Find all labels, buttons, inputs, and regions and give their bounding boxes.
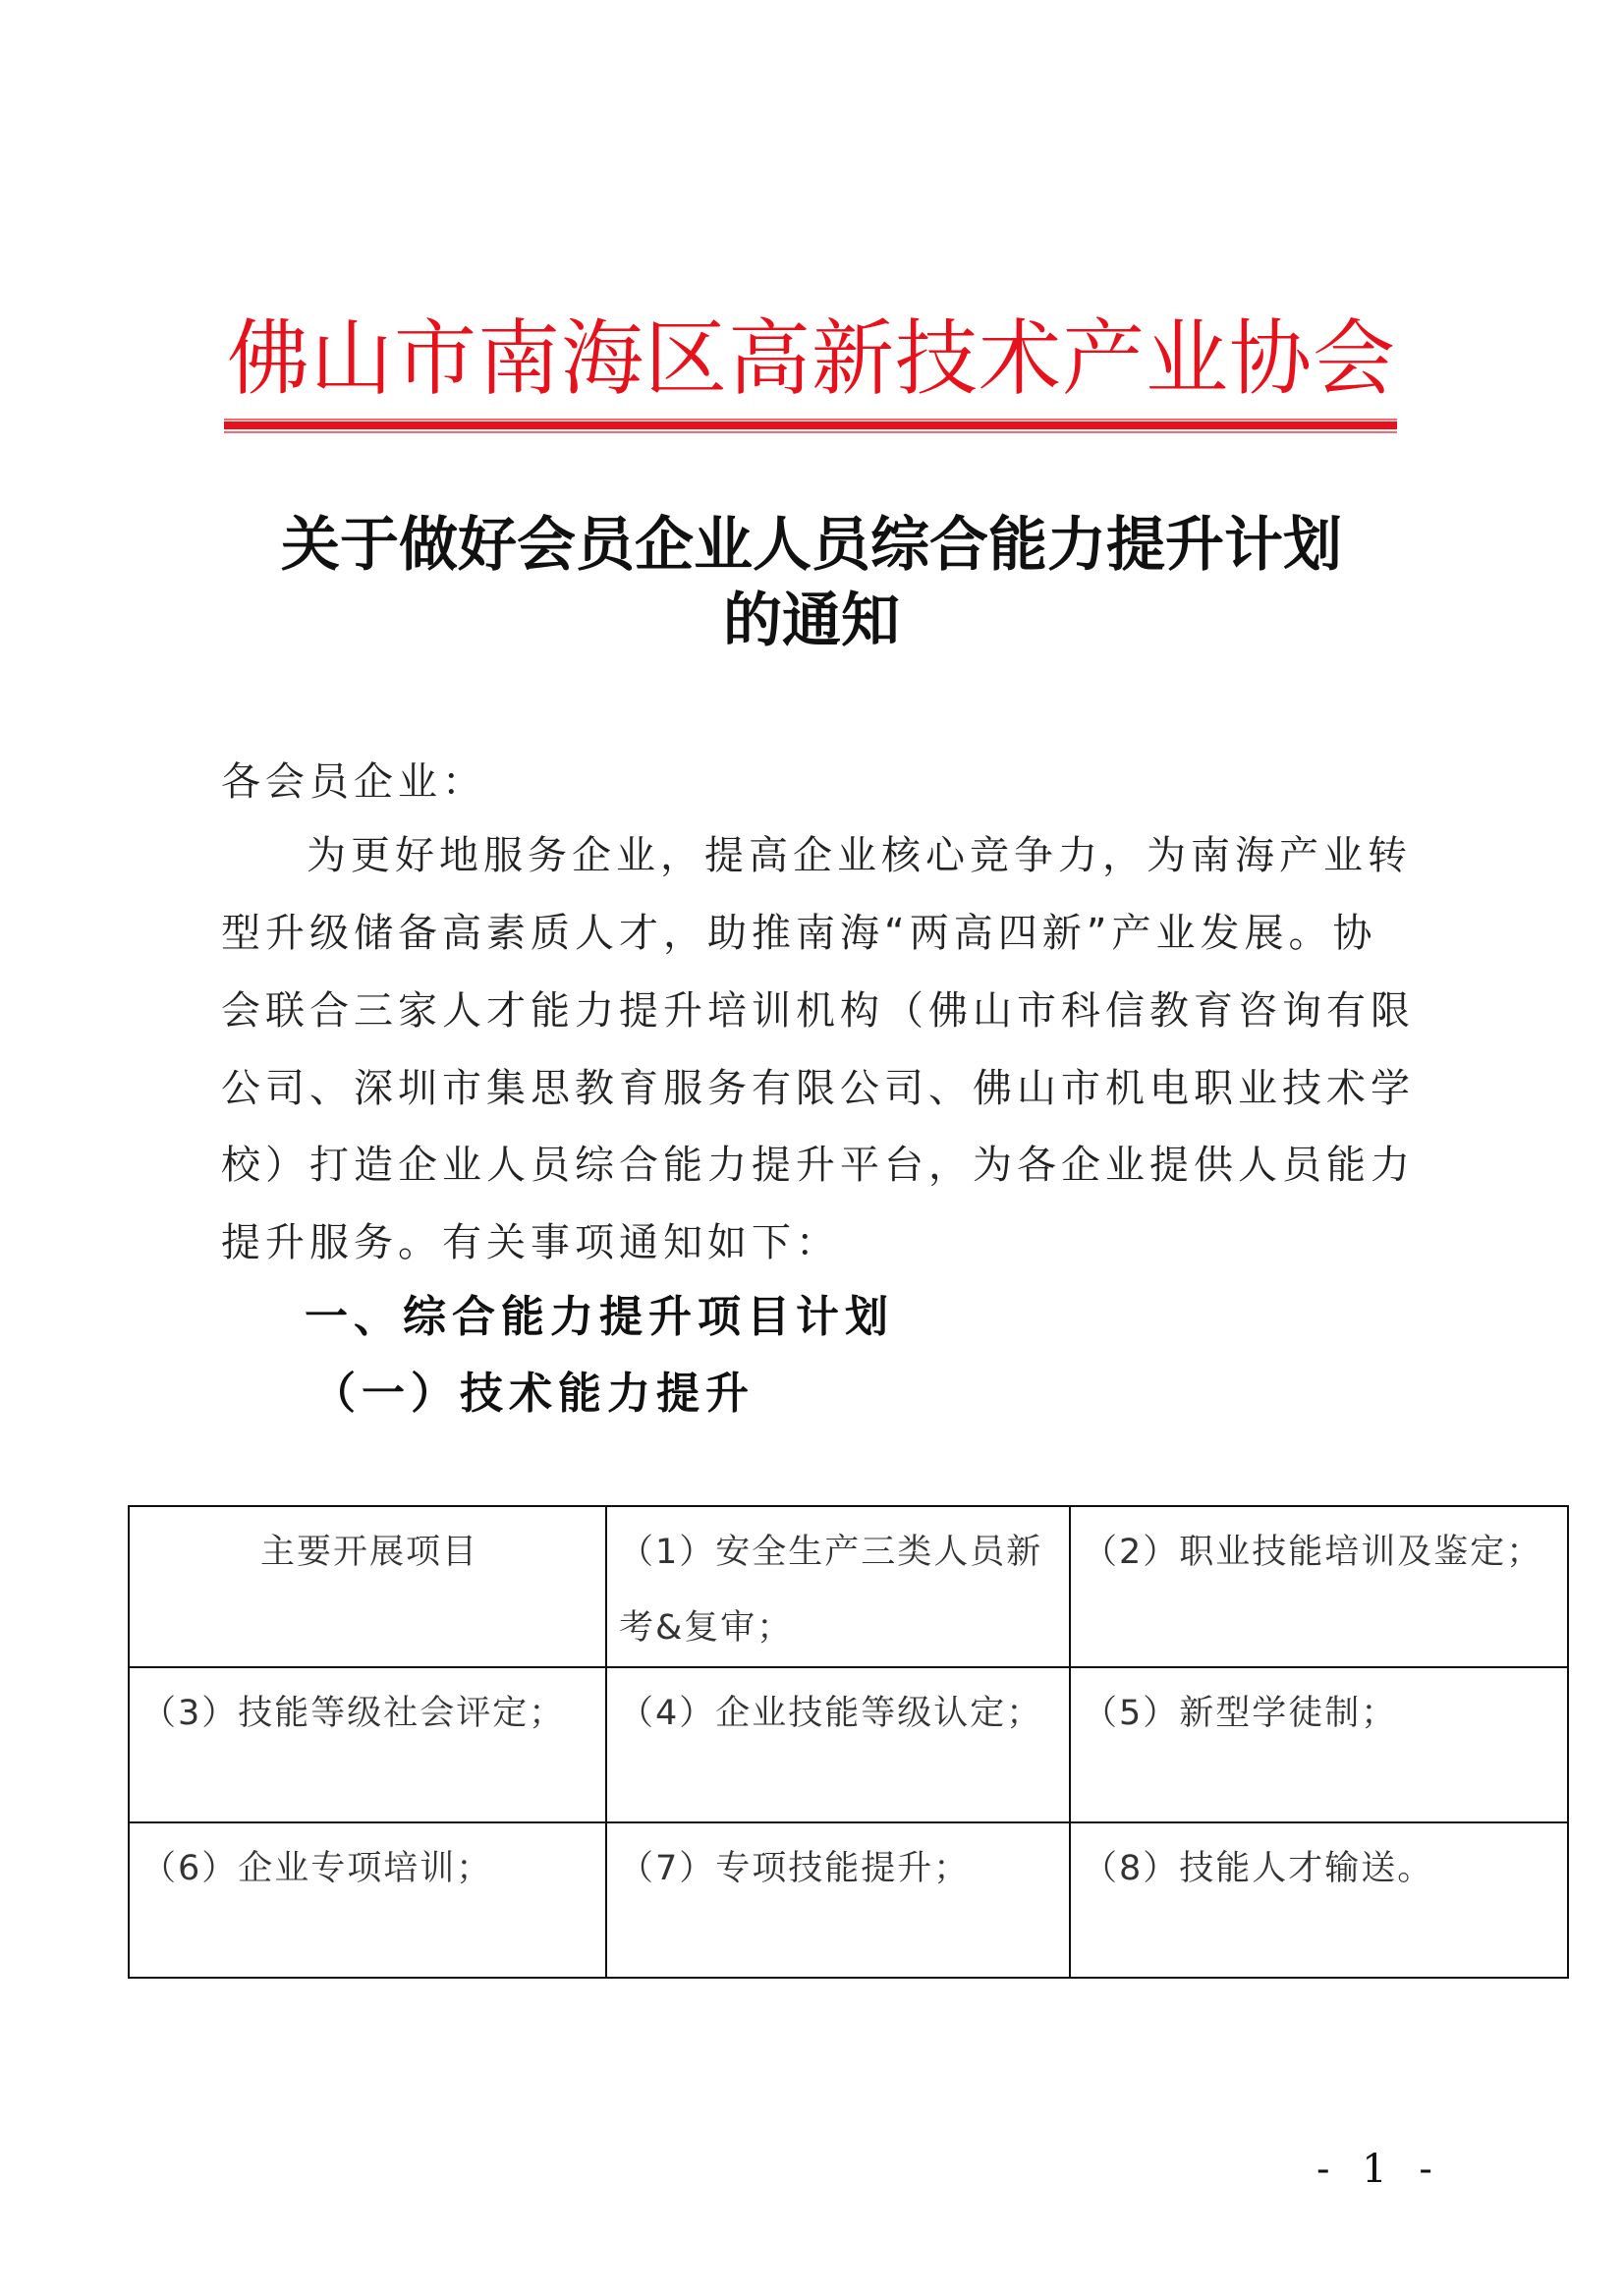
project-table	[128, 1505, 1569, 1979]
table-cell: （5）新型学徒制；	[1070, 1667, 1568, 1822]
organization-letterhead: 佛山市南海区高新技术产业协会	[226, 310, 1396, 407]
paragraph-line: 提升服务。有关事项通知如下：	[221, 1220, 840, 1265]
document-title-line2: 的通知	[723, 587, 900, 655]
table-cell: （8）技能人才输送。	[1070, 1822, 1568, 1978]
paragraph-line: 为更好地服务企业，提高企业核心竞争力，为南海产业转	[262, 833, 1412, 878]
section-heading: 一、综合能力提升项目计划	[305, 1292, 894, 1342]
page-number: - 1 -	[1316, 2147, 1442, 2192]
table-cell: （1）安全生产三类人员新考&复审；	[606, 1506, 1070, 1667]
table-row	[129, 1667, 1568, 1822]
document-title-line1: 关于做好会员企业人员综合能力提升计划	[281, 511, 1342, 580]
table-cell: （6）企业专项培训；	[129, 1822, 606, 1978]
red-divider-thin-line	[224, 419, 1397, 420]
paragraph-line: 型升级储备高素质人才，助推南海“两高四新”产业发展。协	[221, 911, 1377, 956]
red-divider-thick-line	[224, 421, 1397, 429]
red-divider-thin-line	[224, 431, 1397, 433]
table-cell: （3）技能等级社会评定；	[129, 1667, 606, 1822]
red-divider	[224, 419, 1397, 434]
table-cell: （7）专项技能提升；	[606, 1822, 1070, 1978]
subsection-heading: （一）技术能力提升	[312, 1369, 755, 1419]
paragraph-line: 公司、深圳市集思教育服务有限公司、佛山市机电职业技术学	[221, 1066, 1415, 1111]
table-row	[129, 1822, 1568, 1978]
paragraph-line: 校）打造企业人员综合能力提升平台，为各企业提供人员能力	[221, 1143, 1415, 1188]
salutation: 各会员企业：	[221, 759, 486, 805]
table-cell: 主要开展项目	[129, 1506, 606, 1667]
table-cell: （4）企业技能等级认定；	[606, 1667, 1070, 1822]
table-cell: （2）职业技能培训及鉴定；	[1070, 1506, 1568, 1667]
paragraph-line: 会联合三家人才能力提升培训机构（佛山市科信教育咨询有限	[221, 988, 1415, 1034]
table-row	[129, 1506, 1568, 1667]
